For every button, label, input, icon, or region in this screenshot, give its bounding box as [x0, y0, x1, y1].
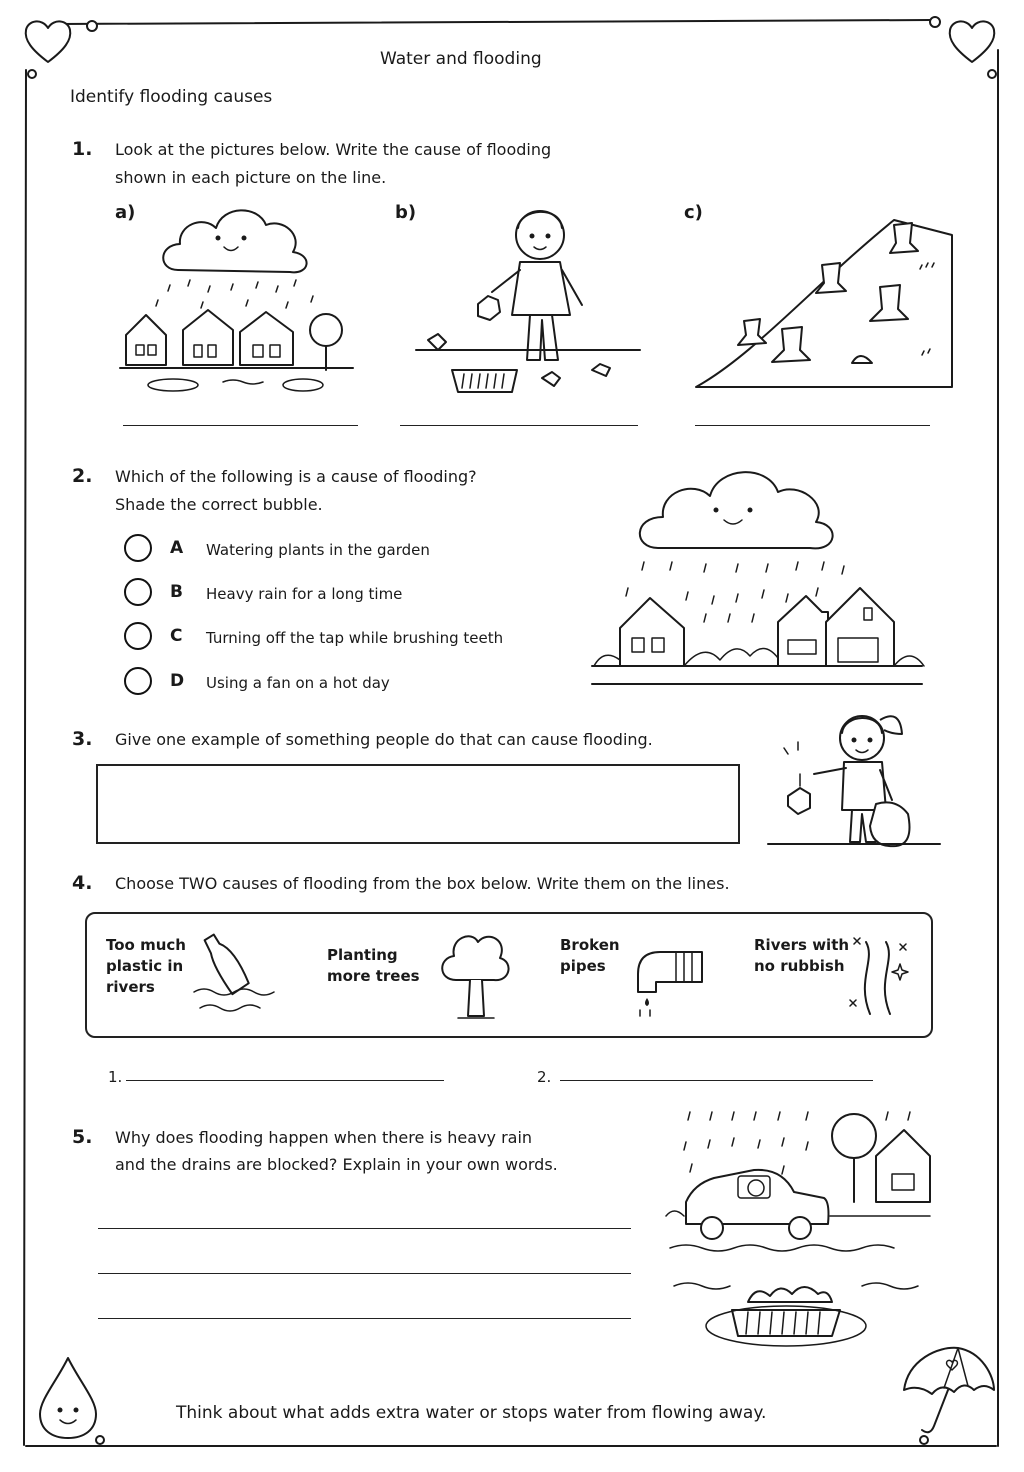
q5-text-line1: Why does flooding happen when there is heavy rain: [115, 1128, 533, 1147]
q2-text-line1: Which of the following is a cause of flooding?: [115, 467, 477, 486]
option-d-text: Using a fan on a hot day: [206, 674, 390, 692]
option-rivers-line1: Rivers with: [754, 936, 850, 954]
q5-text-line2: and the drains are blocked? Explain in your own words.: [115, 1155, 558, 1174]
option-pipes-line2: pipes: [560, 957, 606, 975]
q5-answer-line-2[interactable]: [98, 1273, 631, 1274]
q1-label-b: b): [395, 202, 417, 223]
girl-litter-illustration: [764, 698, 944, 858]
heart-icon: [946, 16, 1006, 66]
option-c-bubble[interactable]: [124, 622, 152, 650]
q3-text: Give one example of something people do that can cause flooding.: [115, 730, 653, 749]
option-a-letter: A: [170, 538, 184, 558]
page-title: Water and flooding: [380, 49, 542, 69]
q5-number: 5.: [72, 1126, 93, 1148]
rain-houses-illustration: [118, 200, 358, 400]
option-c-letter: C: [170, 626, 183, 646]
option-b-letter: B: [170, 582, 183, 602]
umbrella-icon: [898, 1340, 998, 1440]
q1-text-line2: shown in each picture on the line.: [115, 168, 387, 187]
option-a-text: Watering plants in the garden: [206, 541, 430, 559]
q3-answer-box[interactable]: [96, 764, 740, 844]
q3-number: 3.: [72, 728, 93, 750]
q2-text-line2: Shade the correct bubble.: [115, 495, 323, 514]
water-drop-icon: [36, 1352, 106, 1442]
q5-answer-line-3[interactable]: [98, 1318, 631, 1319]
heart-icon: [22, 16, 82, 66]
option-b-bubble[interactable]: [124, 578, 152, 606]
option-pipes-line1: Broken: [560, 936, 620, 954]
option-trees-line2: more trees: [327, 967, 420, 985]
q4-answer-label-1: 1.: [108, 1068, 123, 1086]
q1-text-line1: Look at the pictures below. Write the cause of flooding: [115, 140, 552, 159]
q1-answer-line-c[interactable]: [695, 425, 930, 426]
q1-answer-line-b[interactable]: [400, 425, 638, 426]
option-b-text: Heavy rain for a long time: [206, 585, 403, 603]
q1-label-c: c): [684, 202, 703, 223]
q2-number: 2.: [72, 465, 93, 487]
tree-icon: [436, 930, 516, 1020]
option-c-text: Turning off the tap while brushing teeth: [206, 629, 504, 647]
option-rivers-line2: no rubbish: [754, 957, 845, 975]
option-plastic-line2: plastic in: [106, 957, 184, 975]
boy-litter-drain-illustration: [412, 200, 652, 400]
option-trees-line1: Planting: [327, 946, 398, 964]
option-d-letter: D: [170, 671, 185, 691]
q4-answer-line-2[interactable]: [560, 1080, 873, 1081]
footer-hint: Think about what adds extra water or stops water from flowing away.: [176, 1403, 767, 1423]
option-d-bubble[interactable]: [124, 667, 152, 695]
page-subtitle: Identify flooding causes: [70, 87, 273, 107]
q4-number: 4.: [72, 872, 93, 894]
q5-answer-line-1[interactable]: [98, 1228, 631, 1229]
q4-answer-label-2: 2.: [537, 1068, 552, 1086]
bottle-icon: [190, 930, 280, 1020]
q1-number: 1.: [72, 138, 93, 160]
pipe-icon: [630, 942, 710, 1022]
q1-answer-line-a[interactable]: [123, 425, 358, 426]
q1-label-a: a): [115, 202, 136, 223]
q4-text: Choose TWO causes of flooding from the box below. Write them on the lines.: [115, 874, 730, 893]
cloud-icon: [588, 462, 928, 692]
q4-answer-line-1[interactable]: [126, 1080, 444, 1081]
flooded-street-illustration: [664, 1106, 934, 1346]
deforested-hill-illustration: [694, 205, 954, 405]
option-plastic-line3: rivers: [106, 978, 155, 996]
option-plastic-line1: Too much: [106, 936, 186, 954]
option-a-bubble[interactable]: [124, 534, 152, 562]
clean-river-icon: [846, 930, 916, 1020]
